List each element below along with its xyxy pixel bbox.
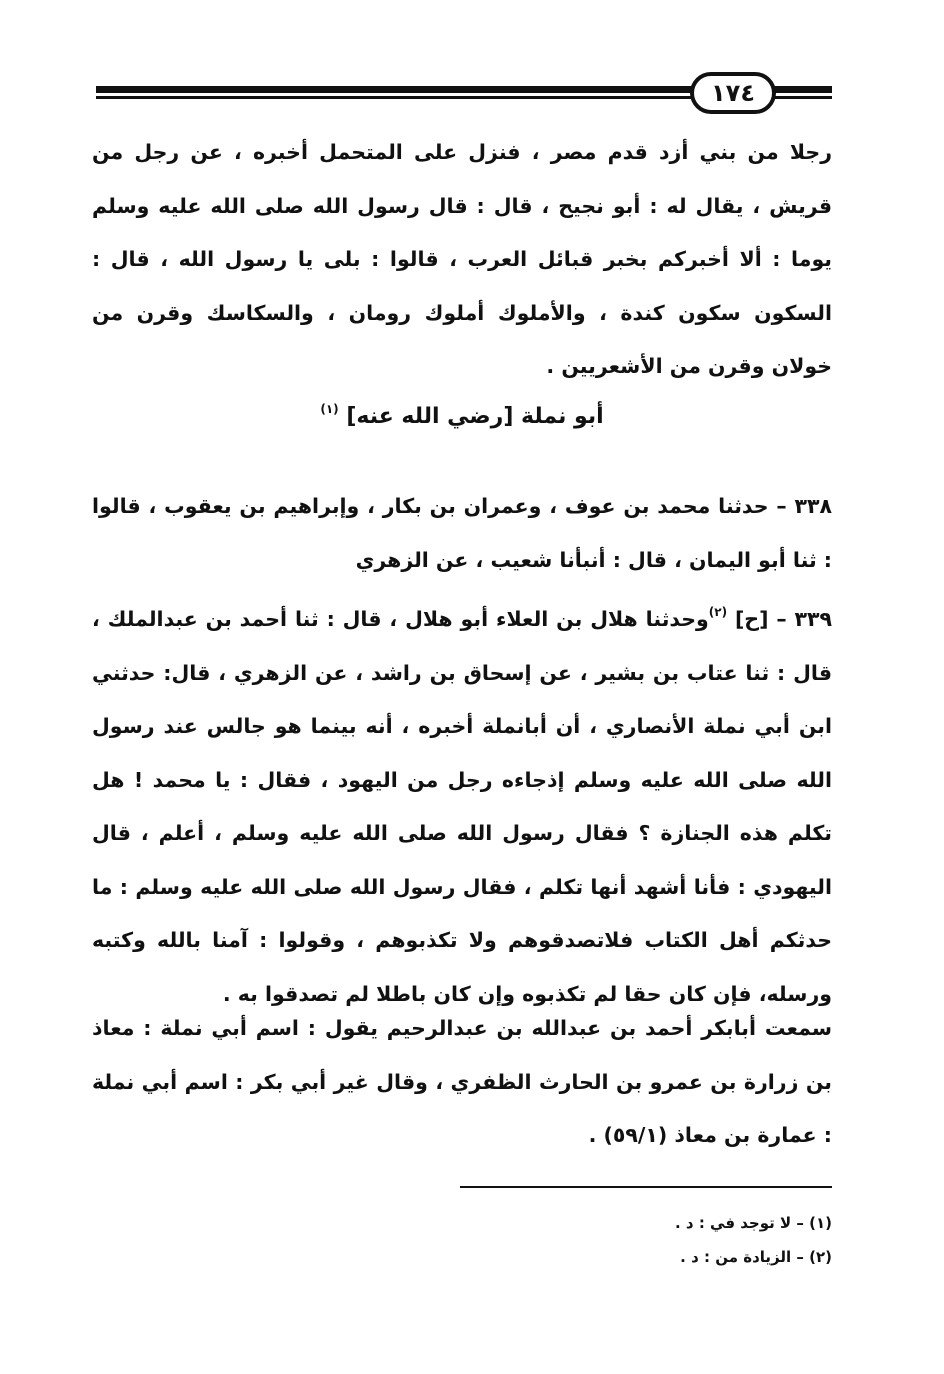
footnote-item — [92, 1240, 832, 1274]
hadith-339-number: ٣٣٩ – [ح] — [734, 607, 832, 631]
section-heading — [92, 384, 832, 442]
hadith-339 — [92, 586, 878, 1021]
footnote-marker: (١) – — [796, 1214, 832, 1232]
heading-footnote-ref: (١) — [320, 402, 339, 416]
closing-paragraph: سمعت أبابكر أحمد بن عبدالله بن عبدالرحيم يقول : اسم أبي نملة : معاذ بن زرارة بن عمرو بن الحارث الظفري ، وقال غير أبي بكر : اسم أبي نملة : عمارة بن معاذ (٥٩/١) . — [92, 1016, 832, 1147]
footnote-marker: (٢) – — [796, 1248, 832, 1266]
footnote-text: الزيادة من : د . — [680, 1248, 792, 1266]
hadith-338: ٣٣٨ – حدثنا محمد بن عوف ، وعمران بن بكار ، وإبراهيم بن يعقوب ، قالوا : ثنا أبو اليمان ، قال : أنبأنا شعيب ، عن الزهري — [92, 494, 832, 572]
hadith-339-footnote-ref: (٢) — [708, 605, 728, 619]
page-number: ١٧٤ — [690, 72, 776, 114]
footnotes-list — [92, 1206, 832, 1274]
hadith-339-text: وحدثنا هلال بن العلاء أبو هلال ، قال : ثنا أحمد بن عبدالملك ، قال : ثنا عتاب بن بشير ، عن إسحاق بن راشد ، عن الزهري ، قال: حدثني ابن أبي نملة الأنصاري ، أن أبانملة أخبره ، أنه بينما هو جالس عند رسول الله صلى الله عليه وسلم إذجاءه رجل من اليهود ، فقال : يا محمد ! هل تكلم هذه الجنازة ؟ فقال رسول الله صلى الله عليه وسلم ، أعلم ، قال اليهودي : فأنا أشهد أنها تكلم ، فقال رسول الله صلى الله عليه وسلم : ما حدثكم أهل الكتاب فلاتصدقوهم ولا تكذبوهم ، وقولوا : آمنا بالله وكتبه ورسله، فإن كان حقا لم تكذبوه وإن كان باطلا لم تصدقوا به . — [92, 607, 832, 1006]
footnote-text: لا توجد في : د . — [674, 1214, 792, 1232]
footnote-item — [92, 1206, 832, 1240]
heading-text: أبو نملة [رضي الله عنه] — [346, 404, 604, 429]
footnote-divider — [460, 1186, 832, 1188]
paragraph-continuation: رجلا من بني أزد قدم مصر ، فنزل على المتحمل أخبره ، عن رجل من قريش ، يقال له : أبو نجيح ، قال : قال رسول الله صلى الله عليه وسلم يوما : ألا أخبركم بخبر قبائل العرب ، قالوا : بلى يا رسول الله ، قال : السكون سكون كندة ، والأملوك أملوك رومان ، والسكاسك وقرن من خولان وقرن من الأشعريين . — [92, 140, 832, 378]
